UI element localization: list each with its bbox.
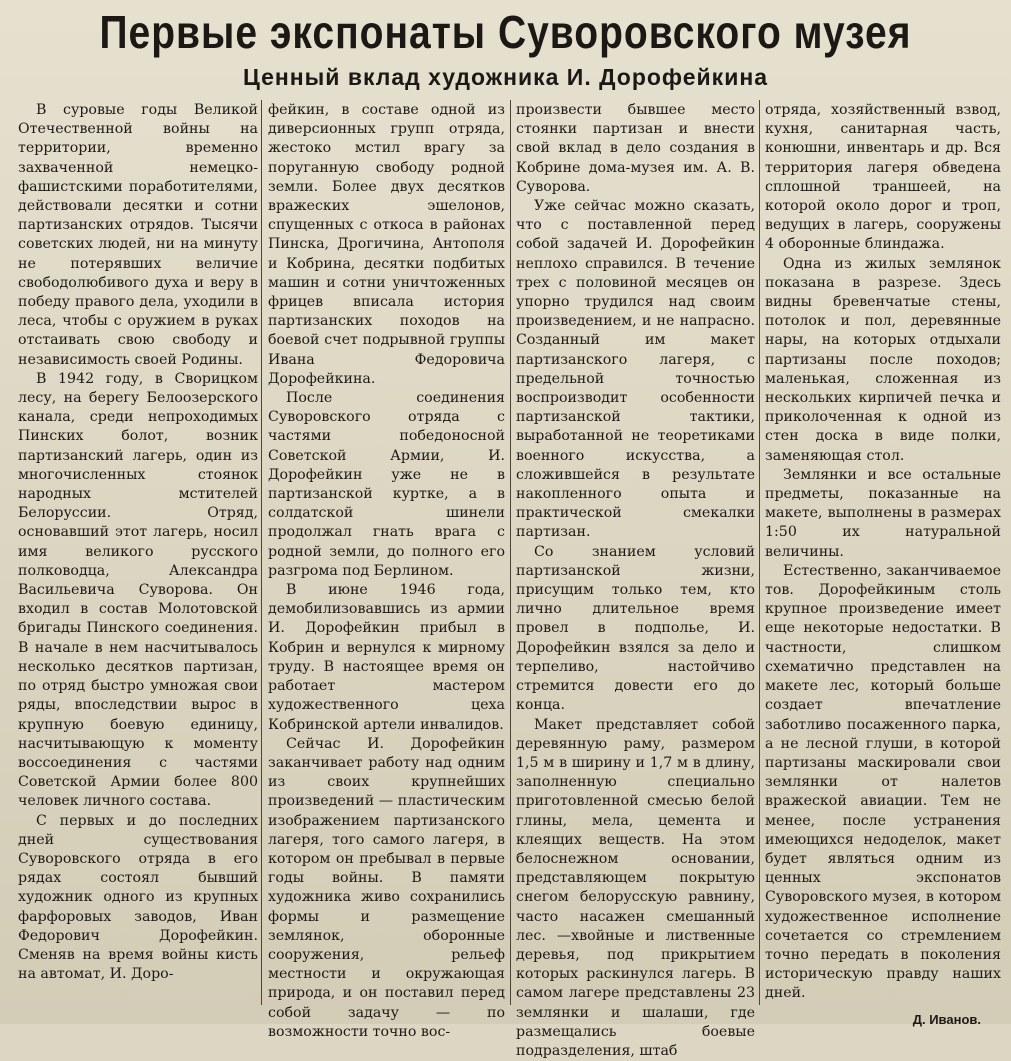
paragraph: Со знанием условий партизанской жизни, присущим только тем, кто лично длительное время провел в подполье, И. Дорофейкин взялся за дело и терпеливо, настойчиво стремится довести его до конца. bbox=[516, 543, 755, 716]
column-rule bbox=[510, 100, 511, 1005]
paragraph: произвести бывшее место стоянки партизан и внести свой вклад в дело создания в Кобрине дома-музея им. А. В. Суворова. bbox=[516, 101, 755, 197]
paragraph: Уже сейчас можно сказать, что с поставленной перед собой задачей И. Дорофейкин неплохо справился. В течение трех с половиной месяцев он упорно трудился над своим произведением, и не напрасно. Созданный им макет партизанского лагеря, с предельной точностью воспроизводит особенности партизанской тактики, выработанной не теоретиками военного искусства, а сложившейся в результате накопленного опыта и практической смекалки партизан. bbox=[516, 197, 755, 543]
text-column-3 bbox=[516, 101, 755, 1006]
column-rule bbox=[261, 100, 262, 1005]
text-column-2 bbox=[268, 101, 505, 1006]
text-column-4 bbox=[765, 101, 1001, 1006]
text-column-1 bbox=[18, 101, 258, 1006]
paragraph: Макет представляет собой деревянную раму, размером 1,5 м в ширину и 1,7 м в длину, заполненную специально приготовленной смесью белой глины, мела, цемента и клеящих веществ. На этом белоснежном основании, представляющем покрытую снегом белорусскую равнину, часто насажен смешанный лес. —хвойные и лиственные деревья, под прикрытием которых раскинулся лагерь. В самом лагере представлены 23 землянки и шалаши, где размещались боевые подразделения, штаб bbox=[516, 716, 755, 1061]
paragraph: Землянки и все остальные предметы, показанные на макете, выполнены в размерах 1:50 их натуральной величины. bbox=[765, 466, 1001, 562]
paragraph: Одна из жилых землянок показана в разрезе. Здесь видны бревенчатые стены, потолок и пол, деревянные нары, на которых отдыхали партизаны после походов; маленькая, сложенная из нескольких кирпичей печка и приколоченная к одной из стен доска в виде полки, заменяющая стол. bbox=[765, 255, 1001, 466]
paragraph: С первых и до последних дней существования Суворовского отряда в его рядах состоял бывший художник одного из крупных фарфоровых заводов, Иван Федорович Дорофейкин. Сменяв на время войны кисть на автомат, И. Доро- bbox=[18, 812, 258, 985]
paragraph: В 1942 году, в Сворицком лесу, на берегу Белоозерского канала, среди непроходимых Пинских болот, возник партизанский лагерь, один из многочисленных стоянок народных мстителей Белоруссии. Отряд, основавший этот лагерь, носил имя великого русского полководца, Александра Васильевича Суворова. Он входил в состав Молотовской бригады Пинского соединения. В начале в нем насчитывалось несколько десятков партизан, по отряд быстро умножая свои ряды, впоследствии вырос в крупную боевую единицу, насчитывающую к моменту воссоединения с частями Советской Армии более 800 человек личного состава. bbox=[18, 370, 258, 812]
author-signature: Д. Иванов. bbox=[765, 1010, 1001, 1029]
paragraph: В суровые годы Великой Отечественной войны на территории, временно захваченной немецко-фашистскими поработителями, действовали десятки и сотни партизанских отрядов. Тысячи советских людей, ни на минуту не потерявших величие свободолюбивого духа и веру в победу правого дела, уходили в леса, чтобы с оружием в руках отстаивать свою свободу и независимость своей Родины. bbox=[18, 101, 258, 370]
paragraph: фейкин, в составе одной из диверсионных групп отряда, жестоко мстил врагу за поруганную свободу родной земли. Более двух десятков вражеских эшелонов, спущенных с откоса в районах Пинска, Дрогичина, Антополя и Кобрина, десятки подбитых машин и сотни уничтоженных фрицев вписала история партизанских походов на боевой счет подрывной группы Ивана Федоровича Дорофейкина. bbox=[268, 101, 505, 389]
paragraph: В июне 1946 года, демобилизовавшись из армии И. Дорофейкин прибыл в Кобрин и вернулся к мирному труду. В настоящее время он работает мастером художественного цеха Кобринской артели инвалидов. bbox=[268, 581, 505, 735]
paragraph: Сейчас И. Дорофейкин заканчивает работу над одним из своих крупнейших произведений — пластическим изображением партизанского лагеря, того самого лагеря, в котором он пребывал в первые годы войны. В памяти художника живо сохранились формы и размещение землянок, оборонные сооружения, рельеф местности и окружающая природа, и он поставил перед собой задачу — по возможности точно вос- bbox=[268, 735, 505, 1042]
paragraph: отряда, хозяйственный взвод, кухня, санитарная часть, конюшни, инвентарь и др. Вся территория лагеря обведена сплошной траншеей, на которой около дорог и троп, ведущих в лагерь, сооружены 4 оборонные блиндажа. bbox=[765, 101, 1001, 255]
article-headline: Первые экспонаты Суворовского музея bbox=[0, 8, 1011, 60]
column-rule bbox=[759, 100, 760, 1005]
article-subheadline: Ценный вклад художника И. Дорофейкина bbox=[0, 64, 1011, 91]
paragraph: После соединения Суворовского отряда с частями победоносной Советской Армии, И. Дорофейкин уже не в партизанской куртке, а в солдатской шинели продолжал гнать врага с родной земли, до полного его разгрома под Берлином. bbox=[268, 389, 505, 581]
paragraph: Естественно, заканчиваемое тов. Дорофейкиным столь крупное произведение имеет еще некоторые недостатки. В частности, слишком схематично представлен на макете лес, который больше создает впечатление заботливо посаженного парка, а не лесной глуши, в которой партизаны маскировали свои землянки от налетов вражеской авиации. Тем не менее, после устранения имеющихся недоделок, макет будет являться одним из ценных экспонатов Суворовского музея, в котором художественное исполнение сочетается со стремлением точно передать в поколения историческую правду наших дней. bbox=[765, 562, 1001, 1004]
